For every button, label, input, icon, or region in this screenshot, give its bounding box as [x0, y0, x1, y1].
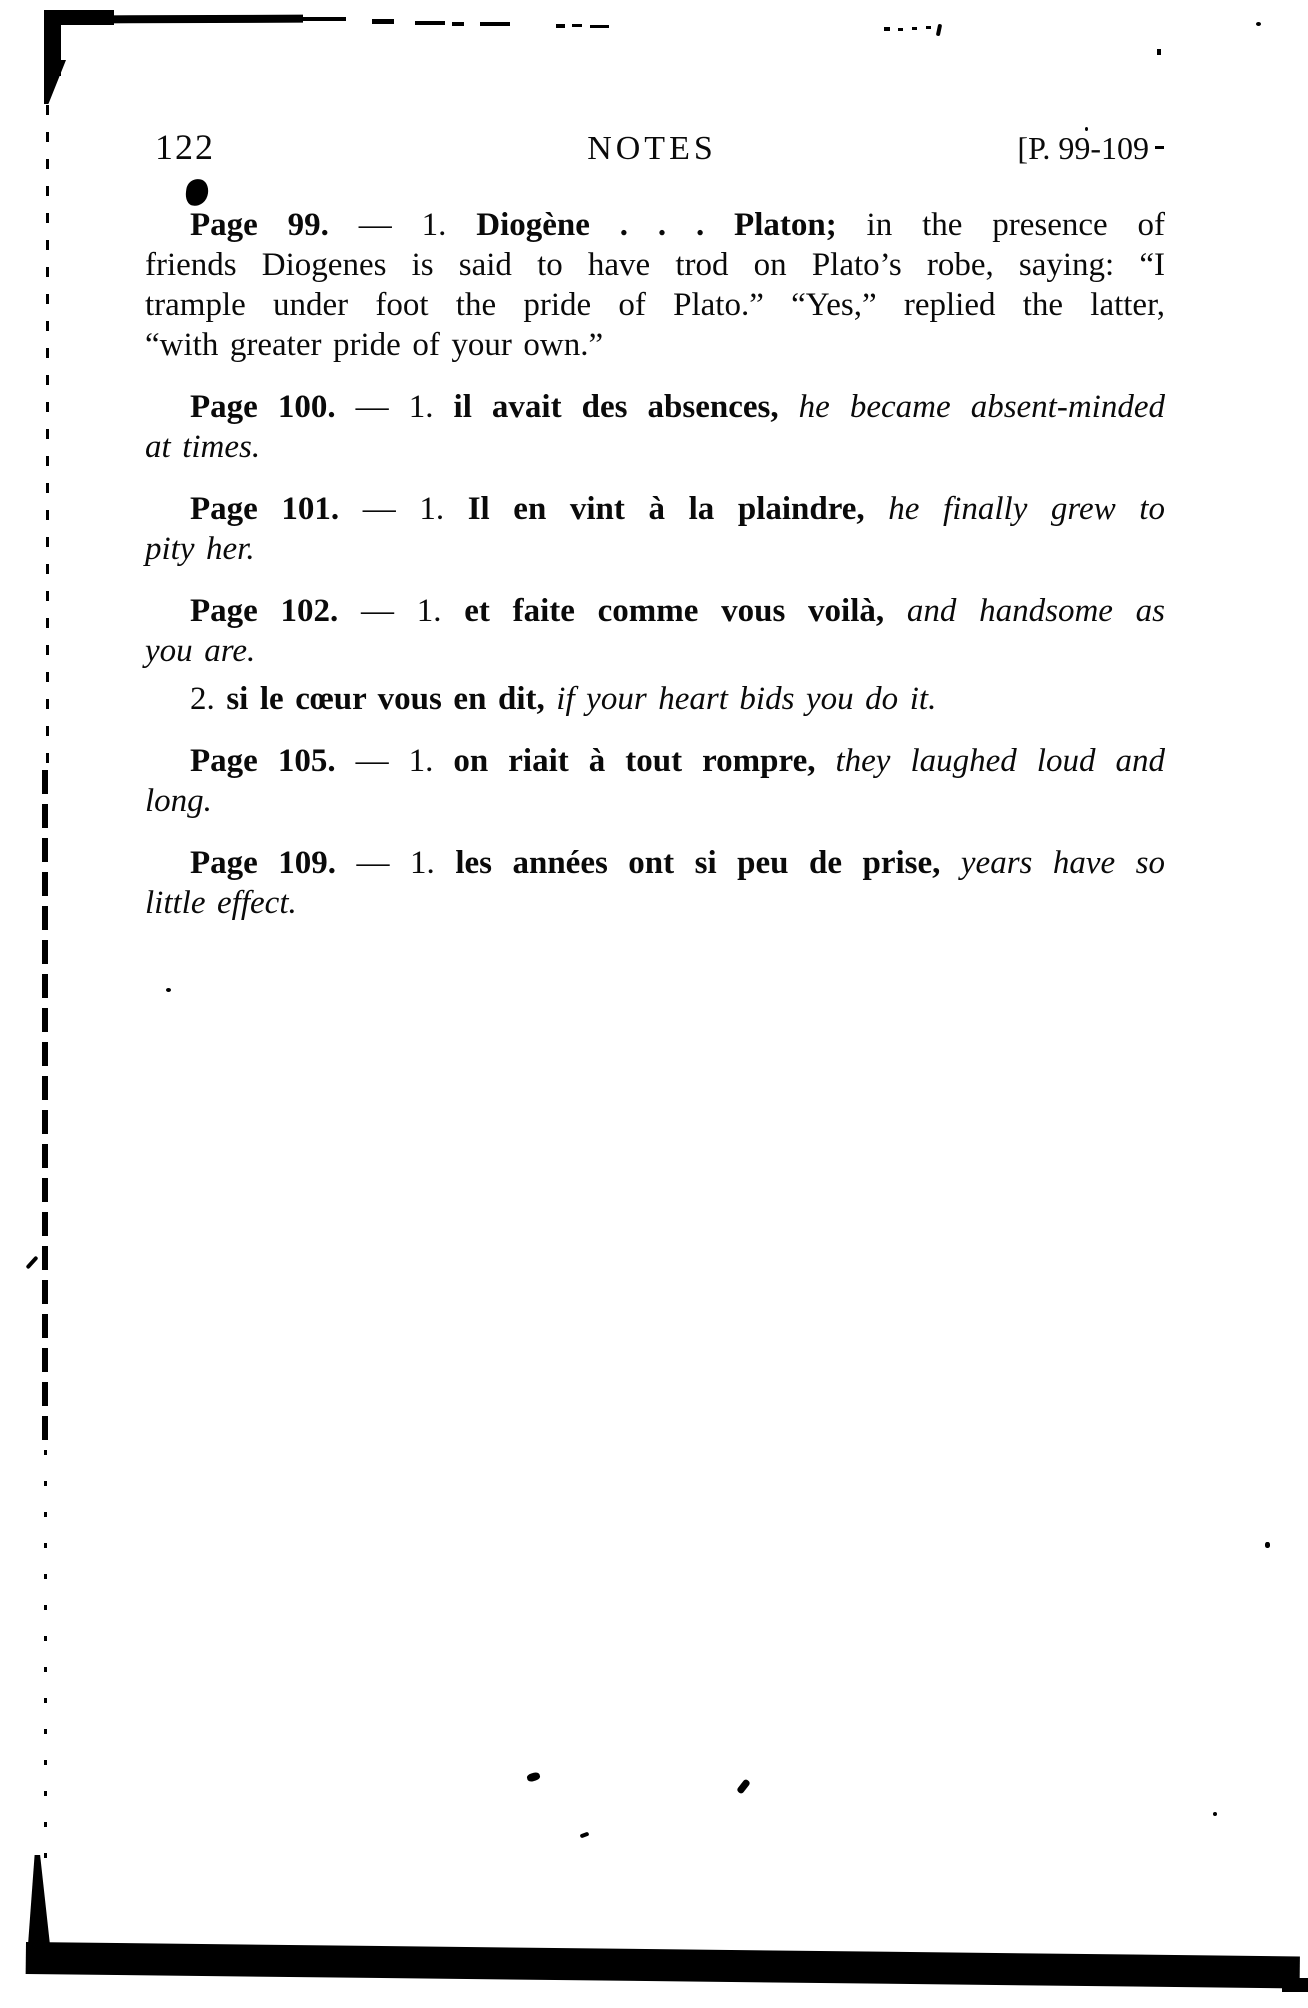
- translation-text: if your heart bids you do it.: [544, 681, 937, 717]
- note-line: [145, 325, 1165, 365]
- note-page-101: [145, 489, 1165, 569]
- note-line: [145, 843, 1165, 883]
- scan-top-dot: [912, 27, 917, 30]
- translation-text: he finally grew to: [864, 491, 1165, 527]
- lemma-text: si le cœur vous en dit,: [226, 681, 545, 717]
- scan-speck: [1157, 49, 1161, 55]
- note-text: 2.: [190, 681, 227, 717]
- note-page-105: [145, 741, 1165, 821]
- note-line: [145, 489, 1165, 529]
- lemma-text: il avait des absences,: [453, 389, 779, 425]
- lemma-text: et faite comme vous voilà,: [464, 593, 885, 629]
- translation-text: long.: [145, 783, 212, 819]
- scan-top-edge-line: [108, 15, 303, 24]
- lemma-text: Page 109.: [190, 845, 337, 881]
- scan-speck: [736, 1778, 751, 1794]
- note-text: — 1.: [339, 491, 468, 527]
- note-page-100: [145, 387, 1165, 467]
- note-text: — 1.: [336, 845, 456, 881]
- note-text: — 1.: [328, 207, 477, 243]
- scan-top-dot: [926, 26, 931, 29]
- scan-top-dash: [415, 21, 445, 25]
- scan-speck: [166, 988, 171, 992]
- scan-left-edge: [46, 78, 49, 770]
- note-line: [145, 679, 1165, 719]
- scan-top-dot: [884, 27, 890, 31]
- lemma-text: Page 99.: [190, 207, 329, 243]
- page-range: [P. 99-109: [1017, 130, 1149, 166]
- scan-top-dash: [572, 24, 582, 27]
- note-line: [145, 781, 1165, 821]
- scan-top-dash: [480, 22, 510, 26]
- scan-left-edge: [42, 770, 48, 1450]
- note-text: — 1.: [338, 593, 465, 629]
- scan-left-edge: [28, 1855, 50, 1945]
- note-text: “with greater pride of your own.”: [145, 327, 604, 363]
- page-number: 122: [155, 127, 215, 167]
- scan-top-dash: [590, 25, 609, 28]
- note-line: [145, 529, 1165, 569]
- translation-text: and handsome as: [884, 593, 1165, 629]
- scan-top-dot: [936, 24, 942, 37]
- translation-text: at times.: [145, 429, 261, 465]
- note-line: [145, 285, 1165, 325]
- page-title: NOTES: [587, 130, 717, 167]
- note-line: [145, 741, 1165, 781]
- note-line: [145, 245, 1165, 285]
- scan-speck: [580, 1832, 590, 1839]
- note-page-109: [145, 843, 1165, 923]
- lemma-text: Page 105.: [190, 743, 336, 779]
- notes-text-block: [145, 205, 1165, 923]
- translation-text: they laughed loud and: [815, 743, 1165, 779]
- note-text: in the presence of: [836, 207, 1166, 243]
- lemma-text: Page 101.: [190, 491, 340, 527]
- scan-top-dash: [372, 19, 394, 24]
- note-text: — 1.: [335, 389, 454, 425]
- note-text: — 1.: [335, 743, 454, 779]
- note-text: friends Diogenes is said to have trod on Plato’s robe, saying: “I: [145, 247, 1165, 283]
- note-line: [145, 883, 1165, 923]
- translation-text: pity her.: [145, 531, 255, 567]
- lemma-text: les années ont si peu de prise,: [455, 845, 941, 881]
- scan-bottom-edge-bar: [26, 1942, 1300, 1988]
- translation-text: little effect.: [145, 885, 297, 921]
- scan-bottom-edge-bar: [1282, 1978, 1308, 1992]
- note-line: [145, 387, 1165, 427]
- scan-top-edge-line: [300, 17, 346, 21]
- scan-left-edge: [44, 1450, 47, 1860]
- scan-speck: [1213, 1812, 1217, 1816]
- note-page-102: [145, 591, 1165, 671]
- note-line: [145, 591, 1165, 631]
- scan-top-dash: [452, 22, 464, 26]
- translation-text: you are.: [145, 633, 256, 669]
- ink-blot: [184, 178, 210, 208]
- lemma-text: on riait à tout rompre,: [453, 743, 816, 779]
- lemma-text: Page 102.: [190, 593, 339, 629]
- lemma-text: Page 100.: [190, 389, 336, 425]
- running-head: [145, 126, 1165, 168]
- translation-text: years have so: [940, 845, 1166, 881]
- scan-top-dash: [556, 24, 565, 28]
- note-page-99: [145, 205, 1165, 365]
- translation-text: he became absent-minded: [778, 389, 1165, 425]
- note-line: [145, 205, 1165, 245]
- lemma-text: Il en vint à la plaindre,: [467, 491, 865, 527]
- scan-top-dot: [898, 28, 903, 31]
- note-line: [145, 631, 1165, 671]
- scan-speck: [1256, 22, 1261, 26]
- note-text: trample under foot the pride of Plato.” “Yes,” replied the latter,: [145, 287, 1165, 323]
- note-page-102-2: [145, 679, 1165, 719]
- scan-speck: [526, 1771, 541, 1782]
- lemma-text: Diogène . . . Platon;: [476, 207, 837, 243]
- scan-speck: [1265, 1542, 1270, 1548]
- scan-speck: [25, 1256, 38, 1270]
- note-line: [145, 427, 1165, 467]
